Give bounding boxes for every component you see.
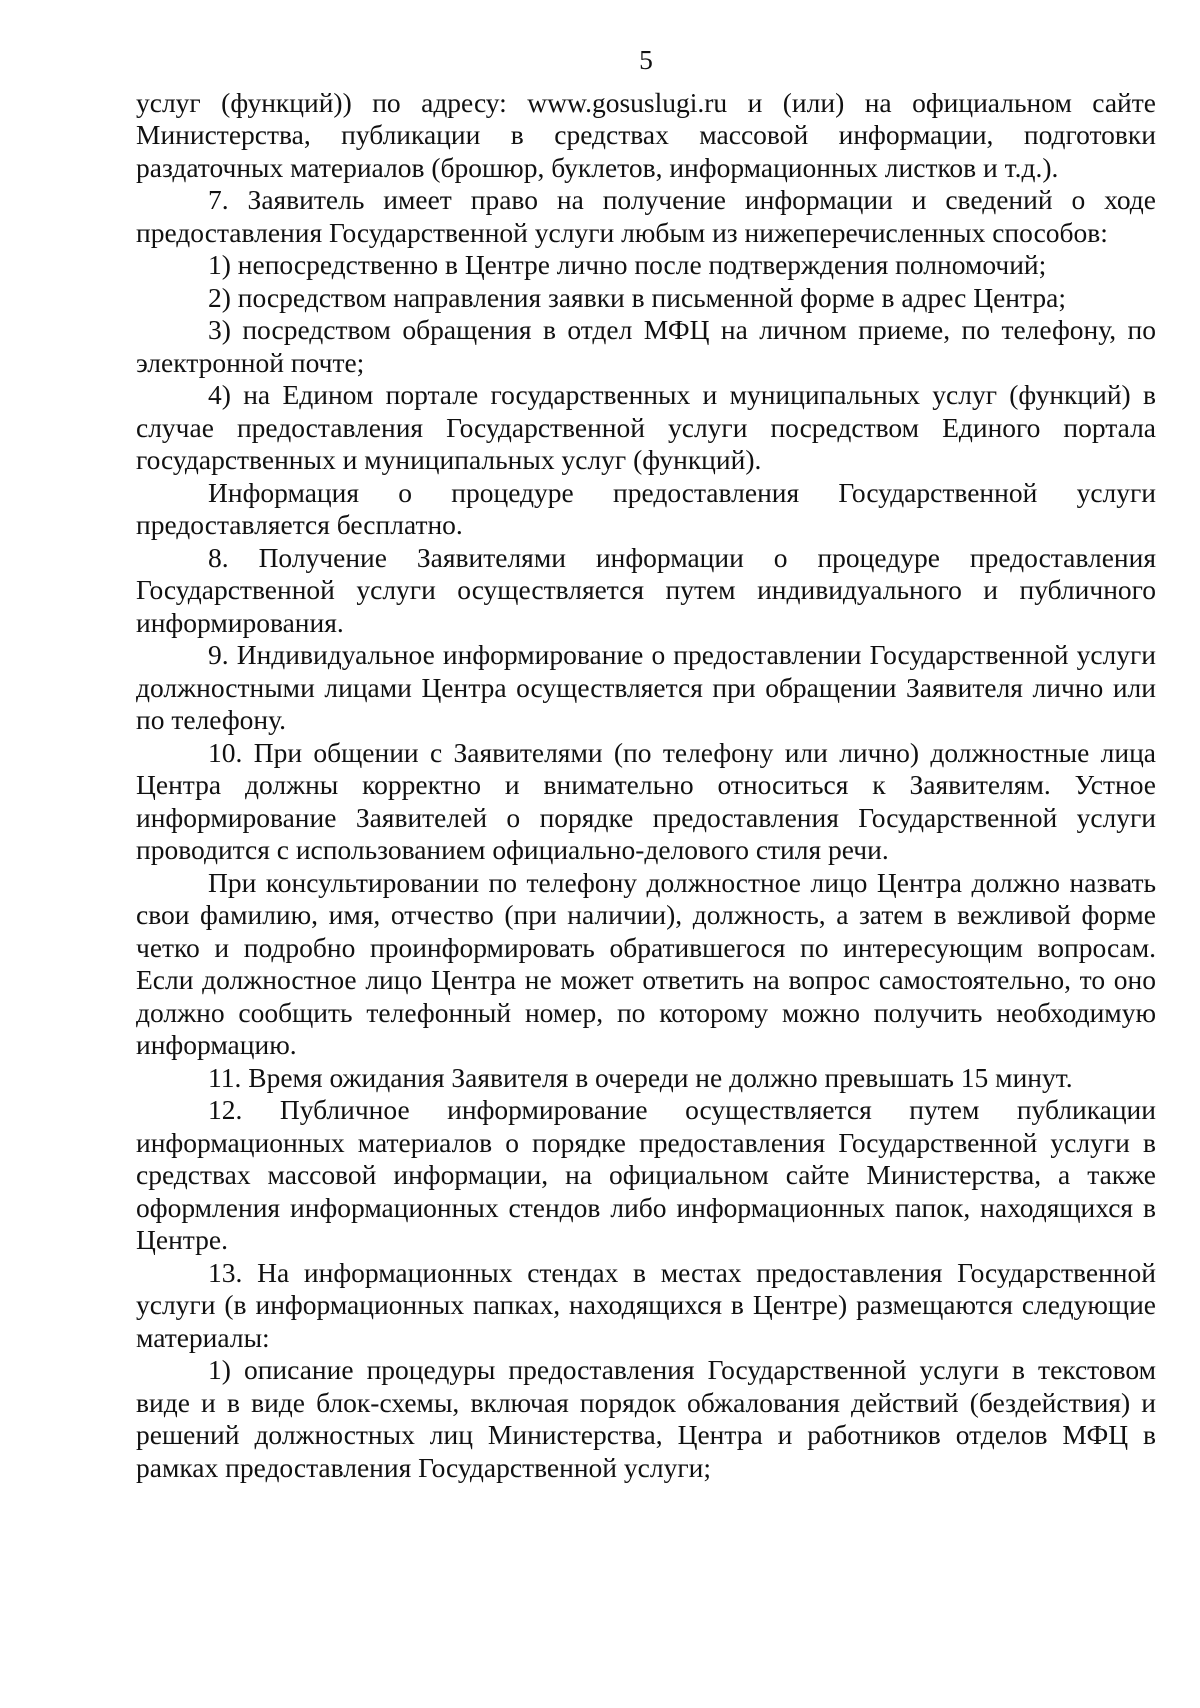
- document-page: [136, 44, 1156, 1484]
- list-item-7-3: 3) посредством обращения в отдел МФЦ на личном приеме, по телефону, по электронной почте;: [136, 314, 1156, 378]
- paragraph-free-info: Информация о процедуре предоставления Государственной услуги предоставляется бесплатно.: [136, 476, 1156, 540]
- list-item-13-1: 1) описание процедуры предоставления Государственной услуги в текстовом виде и в виде блок-схемы, включая порядок обжалования действий (бездействия) и решений должностных лиц Министерства, Центра и работников отделов МФЦ в рамках предоставления Государственной услуги;: [136, 1354, 1156, 1483]
- paragraph-continuation-services: услуг (функций)) по адресу: www.gosuslugi.ru и (или) на официальном сайте Министерства, публикации в средствах массовой информации, подготовки раздаточных материалов (брошюр, буклетов, информационных листков и т.д.).: [136, 86, 1156, 183]
- list-item-7-2: 2) посредством направления заявки в письменной форме в адрес Центра;: [208, 281, 1066, 313]
- list-item-7-1: 1) непосредственно в Центре лично после подтверждения полномочий;: [208, 249, 1047, 280]
- paragraph-11: 11. Время ожидания Заявителя в очереди не должно превышать 15 минут.: [208, 1061, 1073, 1093]
- paragraph-8: 8. Получение Заявителями информации о процедуре предоставления Государственной услуги осуществляется путем индивидуального и публичного информирования.: [136, 541, 1156, 638]
- paragraph-7: 7. Заявитель имеет право на получение информации и сведений о ходе предоставления Государственной услуги любым из нижеперечисленных способов:: [136, 184, 1156, 248]
- paragraph-12: 12. Публичное информирование осуществляется путем публикации информационных материалов о порядке предоставления Государственной услуги в средствах массовой информации, на официальном сайте Министерства, а также оформления информационных стендов либо информационных папок, находящихся в Центре.: [136, 1094, 1156, 1255]
- paragraph-13: 13. На информационных стендах в местах предоставления Государственной услуги (в информационных папках, находящихся в Центре) размещаются следующие материалы:: [136, 1256, 1156, 1353]
- paragraph-9: 9. Индивидуальное информирование о предоставлении Государственной услуги должностными лицами Центра осуществляется при обращении Заявителя лично или по телефону.: [136, 639, 1156, 735]
- list-item-7-4: 4) на Едином портале государственных и муниципальных услуг (функций) в случае предоставления Государственной услуги посредством Единого портала государственных и муниципальных услуг (функций).: [136, 379, 1156, 475]
- paragraph-10: 10. При общении с Заявителями (по телефону или лично) должностные лица Центра должны корректно и внимательно относиться к Заявителям. Устное информирование Заявителей о порядке предоставления Государственной услуги проводится с использованием официально-делового стиля речи.: [136, 736, 1156, 865]
- paragraph-phone-consulting: При консультировании по телефону должностное лицо Центра должно назвать свои фамилию, имя, отчество (при наличии), должность, а затем в вежливой форме четко и подробно проинформировать обратившегося по интересующим вопросам. Если должностное лицо Центра не может ответить на вопрос самостоятельно, то оно должно сообщить телефонный номер, по которому можно получить необходимую информацию.: [136, 866, 1156, 1060]
- page-number: 5: [639, 44, 653, 75]
